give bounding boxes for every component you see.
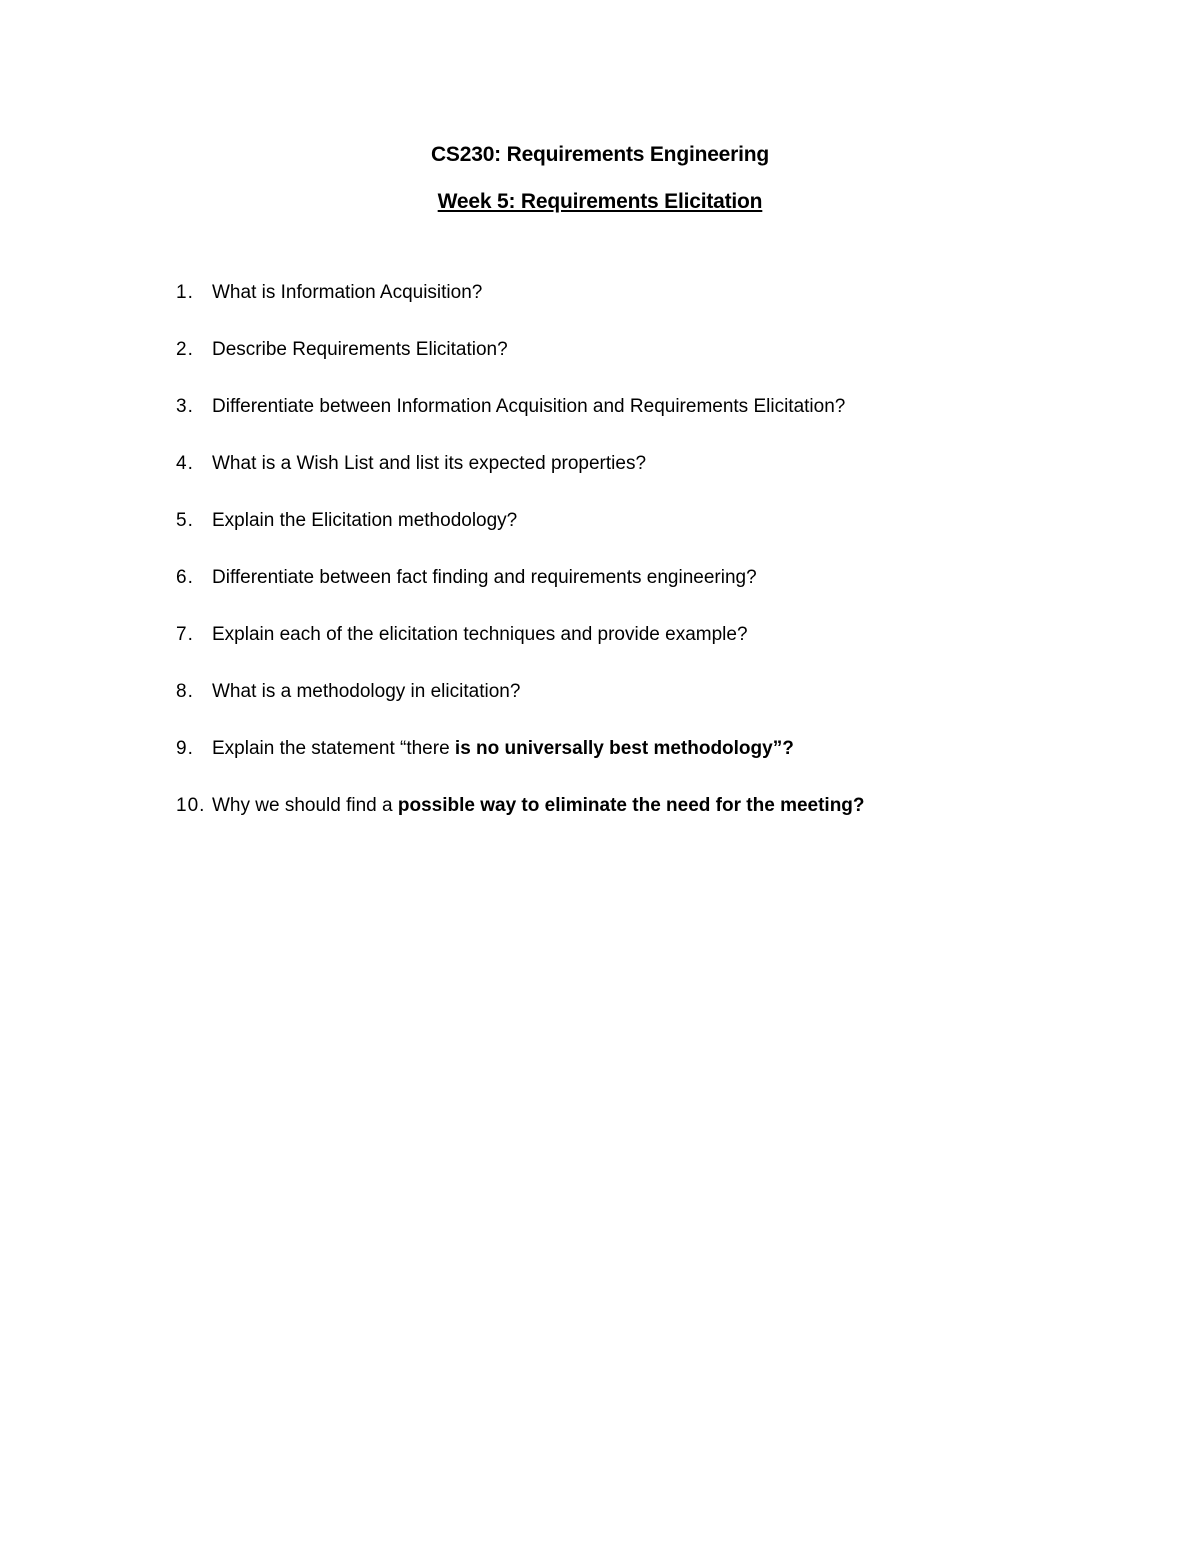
document-title: CS230: Requirements Engineering [430,143,770,166]
question-number: 4. [176,453,194,474]
question-text: Explain the statement “there is no universally best methodology”? [212,738,794,759]
question-number: 1. [176,282,194,303]
question-text: What is a methodology in elicitation? [212,681,521,702]
question-number: 9. [176,738,194,759]
question-text: Explain the Elicitation methodology? [212,510,518,531]
list-item [176,395,1136,452]
list-item [176,680,1136,737]
list-item [176,566,1136,623]
question-text: Explain each of the elicitation techniques and provide example? [212,624,748,645]
question-number: 2. [176,339,194,360]
question-list [176,281,1136,851]
question-number: 3. [176,396,194,417]
document-subtitle: Week 5: Requirements Elicitation [437,190,763,213]
list-item [176,338,1136,395]
question-number: 10. [176,795,206,816]
list-item [176,737,1136,794]
question-text: Differentiate between fact finding and requirements engineering? [212,567,757,588]
list-item [176,794,1136,851]
question-number: 5. [176,510,194,531]
question-text: Differentiate between Information Acquisition and Requirements Elicitation? [212,396,846,417]
list-item [176,509,1136,566]
question-number: 7. [176,624,194,645]
question-number: 8. [176,681,194,702]
question-text: What is Information Acquisition? [212,282,483,303]
list-item [176,281,1136,338]
list-item [176,452,1136,509]
list-item [176,623,1136,680]
question-text: What is a Wish List and list its expected properties? [212,453,647,474]
question-text: Why we should find a possible way to eliminate the need for the meeting? [212,795,865,816]
question-number: 6. [176,567,194,588]
question-text: Describe Requirements Elicitation? [212,339,508,360]
